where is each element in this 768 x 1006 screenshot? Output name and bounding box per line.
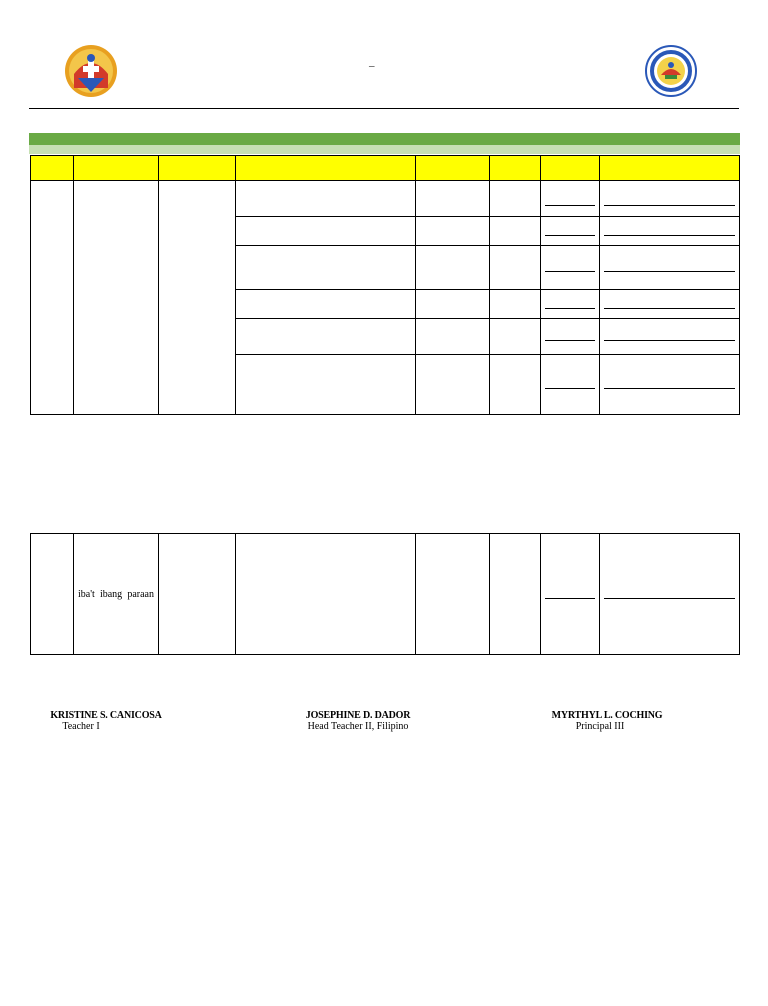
signatory-teacher bbox=[40, 710, 172, 732]
cell bbox=[490, 246, 541, 290]
table-row bbox=[31, 534, 740, 655]
header-rule bbox=[29, 108, 739, 109]
competency-text: iba't ibang paraan bbox=[78, 588, 154, 600]
signatory-title: Teacher I bbox=[62, 721, 100, 732]
objective-cell bbox=[236, 217, 416, 246]
school-seal-icon bbox=[645, 45, 697, 97]
objective-cell bbox=[236, 534, 416, 655]
header-cell bbox=[159, 156, 236, 181]
cell bbox=[490, 290, 541, 319]
signatory-head-teacher bbox=[288, 710, 428, 732]
date-blank bbox=[541, 217, 600, 246]
remarks-blank bbox=[600, 534, 740, 655]
signatory-name: MYRTHYL L. COCHING bbox=[551, 710, 663, 721]
remarks-blank bbox=[600, 355, 740, 415]
cell bbox=[416, 181, 490, 217]
section-subbar bbox=[29, 145, 740, 154]
code-cell bbox=[159, 534, 236, 655]
table-row bbox=[31, 181, 740, 217]
signatory-principal bbox=[540, 710, 674, 732]
header-cell bbox=[490, 156, 541, 181]
cell bbox=[416, 217, 490, 246]
signatory-title: Head Teacher II, Filipino bbox=[307, 721, 409, 732]
signatory-title: Principal III bbox=[575, 721, 625, 732]
competency-cell bbox=[74, 181, 159, 415]
cell bbox=[490, 217, 541, 246]
cell bbox=[490, 319, 541, 355]
remarks-blank bbox=[600, 181, 740, 217]
date-blank bbox=[541, 181, 600, 217]
date-blank bbox=[541, 319, 600, 355]
cell bbox=[490, 355, 541, 415]
cell bbox=[490, 181, 541, 217]
number-cell bbox=[31, 181, 74, 415]
division-seal-icon bbox=[64, 44, 118, 98]
objective-cell bbox=[236, 246, 416, 290]
date-blank bbox=[541, 534, 600, 655]
objective-cell bbox=[236, 355, 416, 415]
remarks-blank bbox=[600, 290, 740, 319]
cell bbox=[416, 290, 490, 319]
cell bbox=[416, 534, 490, 655]
code-cell bbox=[159, 181, 236, 415]
header-cell bbox=[416, 156, 490, 181]
header-cell bbox=[236, 156, 416, 181]
cell bbox=[416, 246, 490, 290]
main-table bbox=[30, 155, 740, 415]
remarks-blank bbox=[600, 319, 740, 355]
header-cell bbox=[74, 156, 159, 181]
number-cell bbox=[31, 534, 74, 655]
date-blank bbox=[541, 290, 600, 319]
date-blank bbox=[541, 355, 600, 415]
header-cell bbox=[31, 156, 74, 181]
competency-cell bbox=[74, 534, 159, 655]
date-blank bbox=[541, 246, 600, 290]
section-bar bbox=[29, 133, 740, 145]
objective-cell bbox=[236, 181, 416, 217]
header-cell bbox=[600, 156, 740, 181]
cell bbox=[416, 319, 490, 355]
table-header-row bbox=[31, 156, 740, 181]
header-dash: – bbox=[369, 60, 375, 72]
second-table bbox=[30, 533, 740, 655]
remarks-blank bbox=[600, 217, 740, 246]
remarks-blank bbox=[600, 246, 740, 290]
cell bbox=[490, 534, 541, 655]
signatory-name: JOSEPHINE D. DADOR bbox=[305, 710, 411, 721]
objective-cell bbox=[236, 290, 416, 319]
objective-cell bbox=[236, 319, 416, 355]
signatory-name: KRISTINE S. CANICOSA bbox=[50, 710, 162, 721]
header-cell bbox=[541, 156, 600, 181]
cell bbox=[416, 355, 490, 415]
